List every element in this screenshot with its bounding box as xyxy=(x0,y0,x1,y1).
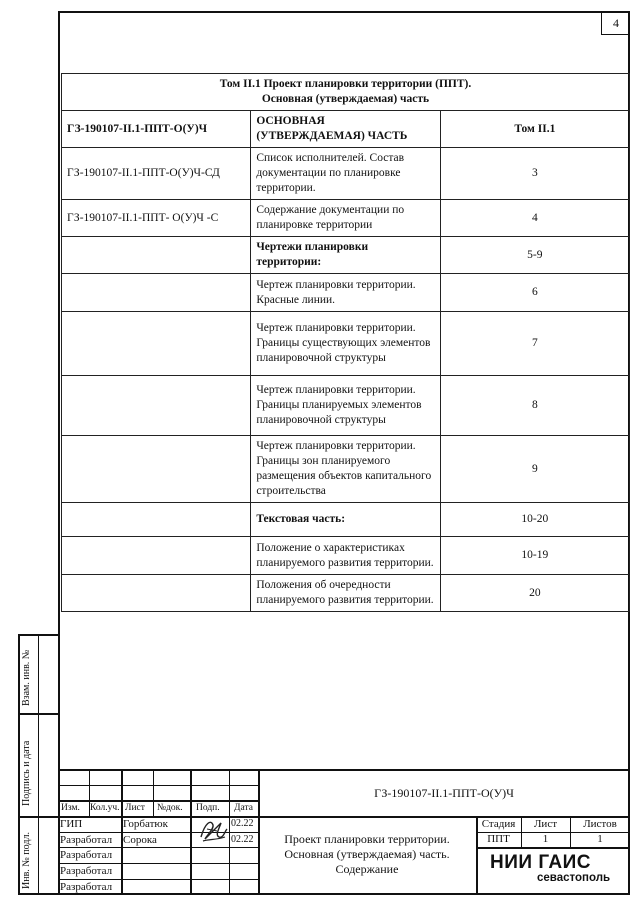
col-header-data: Дата xyxy=(234,803,253,813)
header-code: ГЗ-190107-II.1-ППТ-О(У)Ч xyxy=(62,111,251,148)
row-code xyxy=(62,537,251,575)
row-code xyxy=(62,503,251,537)
table-row xyxy=(62,575,630,612)
side-divider-1 xyxy=(18,713,58,715)
tb-hline-stage2 xyxy=(476,847,630,849)
row-page: 5-9 xyxy=(440,237,629,274)
row-name: Чертежи планировки территории: xyxy=(251,237,440,274)
tb-vline-d xyxy=(190,769,192,895)
company-logo: НИИ ГАИС xyxy=(490,852,591,873)
company-logo-city: севастополь xyxy=(537,872,611,884)
side-label-inv: Инв. № подл. xyxy=(21,832,32,889)
description xyxy=(258,832,476,877)
row-page: 6 xyxy=(440,274,629,312)
header-volume: Том II.1 xyxy=(440,111,629,148)
row-code xyxy=(62,436,251,503)
row-page: 20 xyxy=(440,575,629,612)
table-row xyxy=(62,148,630,200)
role-0: ГИП xyxy=(60,818,83,830)
sheets-label: Листов xyxy=(583,818,617,830)
tb-hline-6 xyxy=(58,863,258,864)
tb-hline-5 xyxy=(58,847,258,848)
stage-value: ППТ xyxy=(487,833,510,845)
col-header-podp: Подп. xyxy=(196,803,220,813)
tb-vline-e xyxy=(229,769,230,895)
row-page: 9 xyxy=(440,436,629,503)
contents-table xyxy=(61,73,630,612)
role-1: Разработал xyxy=(60,834,113,846)
table-row xyxy=(62,503,630,537)
row-name: Чертеж планировки территории. Границы планируемых элементов планировочной структуры xyxy=(251,376,440,436)
side-divider-2 xyxy=(18,816,58,818)
table-title xyxy=(62,74,630,111)
row-name: Текстовая часть: xyxy=(251,503,440,537)
date-0: 02.22 xyxy=(231,818,254,829)
table-row xyxy=(62,274,630,312)
row-name: Положение о характеристиках планируемого развития территории. xyxy=(251,537,440,575)
table-row xyxy=(62,436,630,503)
row-code xyxy=(62,312,251,376)
stage-label: Стадия xyxy=(481,818,516,830)
row-name: Чертеж планировки территории. Границы зон планируемого размещения объектов капитального строительства xyxy=(251,436,440,503)
row-name: Чертеж планировки территории. Красные линии. xyxy=(251,274,440,312)
tb-vline-c xyxy=(153,769,154,816)
row-page: 7 xyxy=(440,312,629,376)
sheet-label: Лист xyxy=(533,818,558,830)
doc-code: ГЗ-190107-II.1-ППТ-О(У)Ч xyxy=(374,786,514,800)
header-section: ОСНОВНАЯ (УТВЕРЖДАЕМАЯ) ЧАСТЬ xyxy=(251,111,440,148)
role-4: Разработал xyxy=(60,881,113,893)
row-page: 10-20 xyxy=(440,503,629,537)
table-row xyxy=(62,376,630,436)
name-0: Горбатюк xyxy=(123,818,168,830)
table-title-line1: Том II.1 Проект планировки территории (ППТ). xyxy=(219,78,472,90)
row-name: Содержание документации по планировке территории xyxy=(251,200,440,237)
side-label-vzam: Взам. инв. № xyxy=(21,649,32,706)
role-2: Разработал xyxy=(60,849,113,861)
row-page: 3 xyxy=(440,148,629,200)
tb-vline-b xyxy=(121,769,123,895)
table-row xyxy=(62,537,630,575)
description-line2: Основная (утверждаемая) часть. xyxy=(284,847,450,861)
tb-hline-7 xyxy=(58,879,258,880)
role-3: Разработал xyxy=(60,865,113,877)
row-code: ГЗ-190107-II.1-ППТ- О(У)Ч -С xyxy=(62,200,251,237)
table-row xyxy=(62,237,630,274)
col-header-kolch: Кол.уч. xyxy=(90,803,120,813)
table-row xyxy=(62,200,630,237)
description-line3: Содержание xyxy=(335,862,399,876)
tb-hline-1 xyxy=(58,785,258,786)
signature-image xyxy=(197,817,229,845)
col-header-izm: Изм. xyxy=(61,803,80,813)
row-code xyxy=(62,575,251,612)
date-1: 02.22 xyxy=(231,834,254,845)
row-name: Чертеж планировки территории. Границы существующих элементов планировочной структуры xyxy=(251,312,440,376)
col-header-list: Лист xyxy=(125,803,145,813)
row-code xyxy=(62,237,251,274)
col-header-ndok: №док. xyxy=(157,803,183,813)
row-code xyxy=(62,376,251,436)
description-line1: Проект планировки территории. xyxy=(284,832,450,846)
row-code: ГЗ-190107-II.1-ППТ-О(У)Ч-СД xyxy=(62,148,251,200)
sheet-number: 4 xyxy=(601,11,630,35)
name-1: Сорока xyxy=(123,834,157,846)
sheets-value: 1 xyxy=(597,833,603,845)
table-row xyxy=(62,312,630,376)
table-title-line2: Основная (утверждаемая) часть xyxy=(261,93,430,105)
sheet-value: 1 xyxy=(542,833,549,845)
side-divider xyxy=(38,634,39,895)
row-code xyxy=(62,274,251,312)
row-page: 8 xyxy=(440,376,629,436)
row-name: Положения об очередности планируемого развития территории. xyxy=(251,575,440,612)
row-page: 10-19 xyxy=(440,537,629,575)
row-page: 4 xyxy=(440,200,629,237)
row-name: Список исполнителей. Состав документации по планировке территории. xyxy=(251,148,440,200)
side-label-podpis: Подпись и дата xyxy=(21,740,32,806)
tb-hline-2 xyxy=(58,800,258,802)
